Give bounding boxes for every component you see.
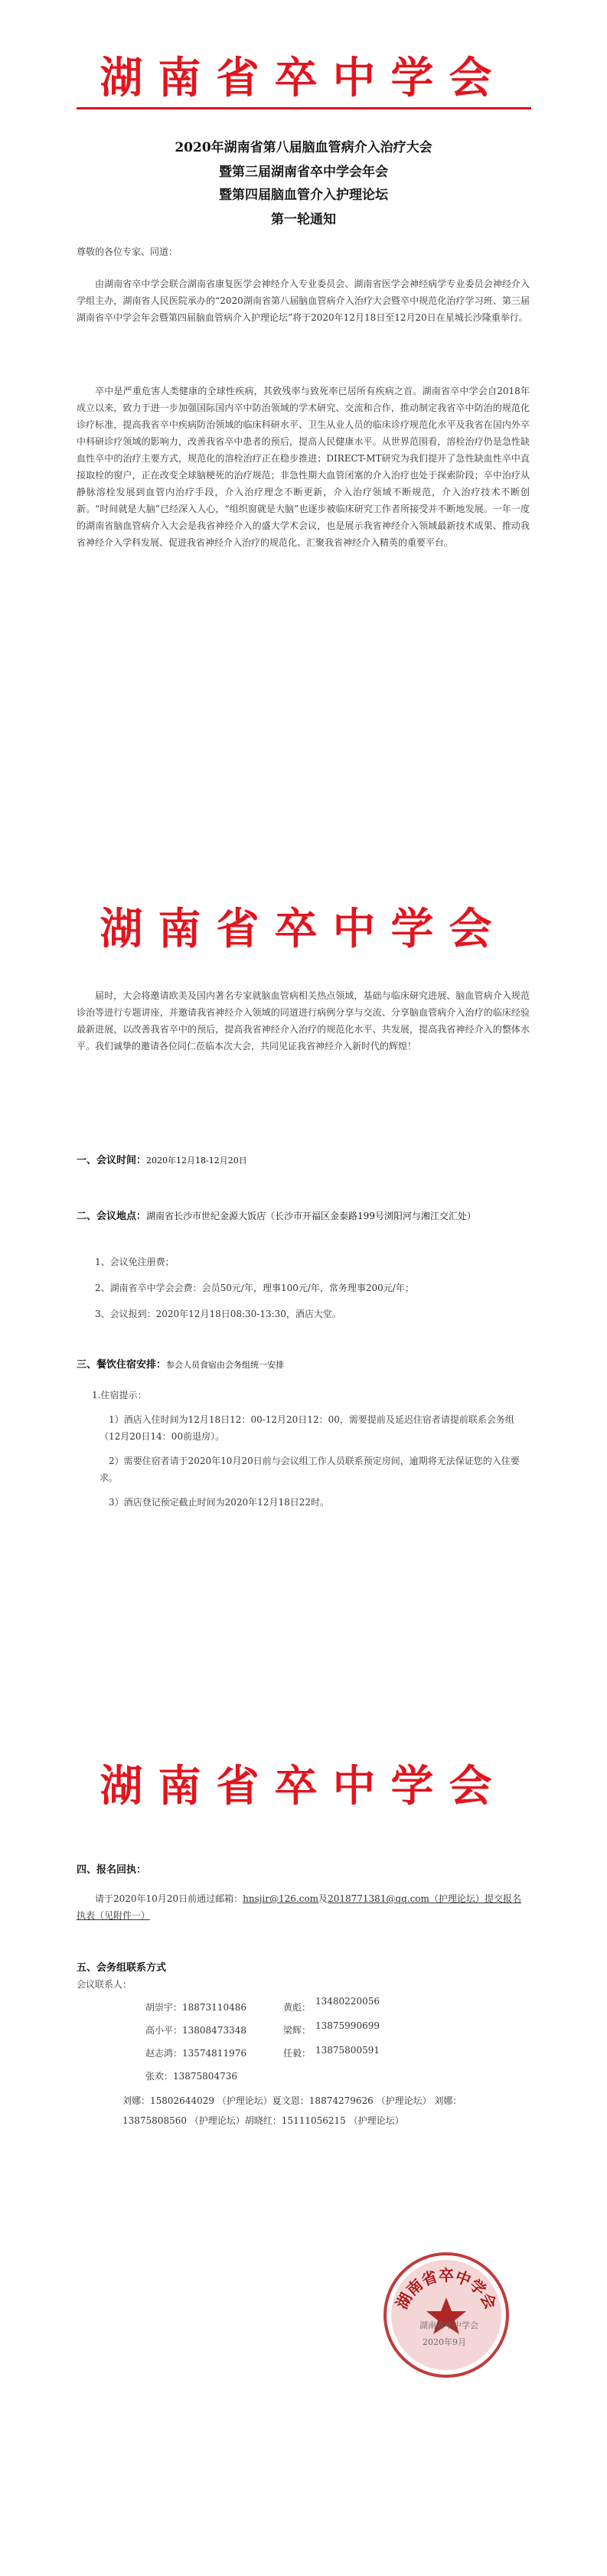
- contact-row-2-b: 梁辉：: [283, 2025, 312, 2036]
- registration-heading: 四、报名回执：: [77, 1864, 147, 1876]
- contact-row-1-c: 13480220056: [315, 1996, 380, 2007]
- seal-ring-text: 湖南省卒中学会: [392, 2266, 501, 2312]
- fee-item-2: 2、湖南省卒中学会会费：会员50元/年，理事100元/年，常务理事200元/年；: [95, 1283, 414, 1293]
- lodging-item-3: 3）酒店登记预定截止时间为2020年12月18日22时。: [109, 1497, 329, 1508]
- masthead-page2: 湖南省卒中学会: [100, 905, 507, 954]
- salutation: 尊敬的各位专家、同道：: [77, 246, 178, 257]
- email-link-1[interactable]: hnsjir@126.com: [243, 1893, 319, 1904]
- catering-label: 三、餐饮住宿安排：: [77, 1359, 167, 1371]
- masthead-rule: [77, 107, 531, 109]
- meeting-title-2: 暨第三届湖南省卒中学会年会: [219, 165, 388, 180]
- registration-item: 3、会议报到：2020年12月18日08:30-13:30，酒店大堂。: [95, 1309, 341, 1319]
- meeting-venue-label: 二、会议地点：: [77, 1211, 147, 1222]
- catering-note: 参会人员食宿由会务组统一安排: [166, 1360, 285, 1370]
- nursing-contact-line-1: 刘娜：15802644029 （护理论坛）夏文恩：18874279626 （护理论坛） 刘娜：: [122, 2095, 462, 2106]
- catering-heading: [77, 1356, 284, 1371]
- meeting-time-value: 2020年12月18-12月20日: [146, 1156, 247, 1166]
- lodging-title: 1.住宿提示：: [92, 1390, 147, 1400]
- meeting-time-heading: [77, 1152, 247, 1166]
- notice-title: 第一轮通知: [271, 212, 336, 227]
- meeting-title-1: 2020年湖南省第八届脑血管病介入治疗大会: [175, 140, 432, 155]
- official-seal: [381, 2250, 511, 2380]
- contact-row-3-a: 赵志鸿：13574811976: [145, 2048, 246, 2059]
- meeting-time-label: 一、会议时间：: [77, 1155, 147, 1166]
- lodging-item-1: 1）酒店入住时间为12月18日12：00-12月20日12：00，需要提前及延迟住宿者请提前联系会务组（12月20日14：00前退房）。: [100, 1414, 514, 1442]
- registration-text: [77, 1890, 530, 1924]
- meeting-venue-value: 湖南省长沙市世纪金源大饭店（长沙市开福区金泰路199号浏阳河与湘江交汇处）: [146, 1211, 476, 1221]
- lodging-item-2: 2）需要住宿者请于2020年10月20日前与会议组工作人员联系预定房间，逾期将无法保证您的入住要求。: [100, 1456, 520, 1483]
- contact-row-2-a: 高小平：13808473348: [145, 2025, 246, 2036]
- masthead-page3: 湖南省卒中学会: [100, 1762, 507, 1811]
- email-link-2[interactable]: 2018771381@qq.com: [328, 1893, 429, 1904]
- background-paragraph: 卒中是严重危害人类健康的全球性疾病，其致残率与致死率已居所有疾病之首。湖南省卒中学会自2018年成立以来，致力于进一步加强国际国内卒中防治领域的学术研究、交流和合作，推动制定我省卒中防治的规范化诊疗标准，提高我省卒中疾病防治领域的临床科研水平、卫生从业人员的临床诊疗规范化水平及我省在国内外卒中科研诊疗领域的影响力，改善我省卒中患者的预后，提高人民健康水平。从世界范围看，溶栓治疗仍是急性缺血性卒中的治疗主要方式，规范化的溶栓治疗正在稳步推进；DIRECT-MT研究为我们提开了急性缺血性卒中直接取栓的窗户，正在改变全球脑梗死的治疗规范；非急性期大血管闭塞的介入治疗也处于探索阶段；卒中治疗从静脉溶栓发展到血管内治疗手段，介入治疗理念不断更新，介入治疗领域不断规范，介入治疗技术不断创新。“时间就是大脑”已经深入人心，“组织窗就是大脑”也逐步被临床研究工作者所接受并不断地发展。一年一度的湖南省脑血管病介入大会是我省神经介入的盛大学术会议，也是展示我省神经介入领域最新技术成果、推动我省神经介入学科发展、促进我省神经介入治疗的规范化、汇聚我省神经介入精英的重要平台。: [77, 386, 530, 548]
- meeting-venue-heading: [77, 1208, 530, 1225]
- email-note: （护理论坛）: [429, 1893, 485, 1904]
- nursing-contact-line-2: 13875808560 （护理论坛）胡晓红：15111056215 （护理论坛）: [122, 2115, 404, 2126]
- contact-row-3-b: 任毅：: [283, 2048, 312, 2059]
- contact-row-1-a: 胡崇宇：18873110486: [145, 2002, 246, 2013]
- meeting-title-3: 暨第四届脑血管介入护理论坛: [219, 187, 388, 203]
- seal-org-line: 湖南省卒中学会: [419, 2320, 478, 2330]
- registration-text-before: 请于2020年10月20日前通过邮箱：: [95, 1893, 243, 1904]
- intro-paragraph: 由湖南省卒中学会联合湖南省康复医学会神经介入专业委员会、湖南省医学会神经病学专业委员会神经介入学组主办，湖南省人民医院承办的“2020湖南省第八届脑血管病介入治疗大会暨卒中规范化治疗学习班、第三届湖南省卒中学会年会暨第四届脑血管病介入护理论坛”将于2020年12月18日至12月20日在星城长沙隆重举行。: [77, 279, 530, 323]
- contact-row-3-c: 13875800591: [315, 2045, 380, 2056]
- seal-date-line: 2020年9月: [423, 2337, 466, 2347]
- masthead-page1: 湖南省卒中学会: [100, 54, 507, 103]
- fee-item-1: 1、会议免注册费；: [95, 1257, 175, 1267]
- contact-row-2-c: 13875990699: [315, 2020, 380, 2031]
- email-joiner: 及: [318, 1893, 328, 1904]
- registration-text-after: 提交报名执表（见附件一）: [77, 1893, 521, 1921]
- invitation-paragraph: 届时，大会将邀请欧美及国内著名专家就脑血管病相关热点领域，基础与临床研究进展、脑血管病介入规范诊治等进行专题讲座，并邀请我省神经介入领域的同道进行病例分享与交流、分享脑血管病介入治疗的临床经验最新进展，以改善我省卒中的预后，提高我省神经介入治疗的规范化水平、共发展，提高我省神经介入的整体水平。我们诚挚的邀请各位同仁莅临本次大会，共同见证我省神经介入新时代的辉煌！: [77, 990, 530, 1052]
- contact-intro: 会议联系人：: [77, 1979, 132, 1990]
- contact-row-4-a: 张欢：13875804736: [145, 2071, 237, 2082]
- contact-heading: 五、会务组联系方式: [77, 1962, 167, 1974]
- contact-row-1-b: 黄彪：: [283, 2002, 312, 2013]
